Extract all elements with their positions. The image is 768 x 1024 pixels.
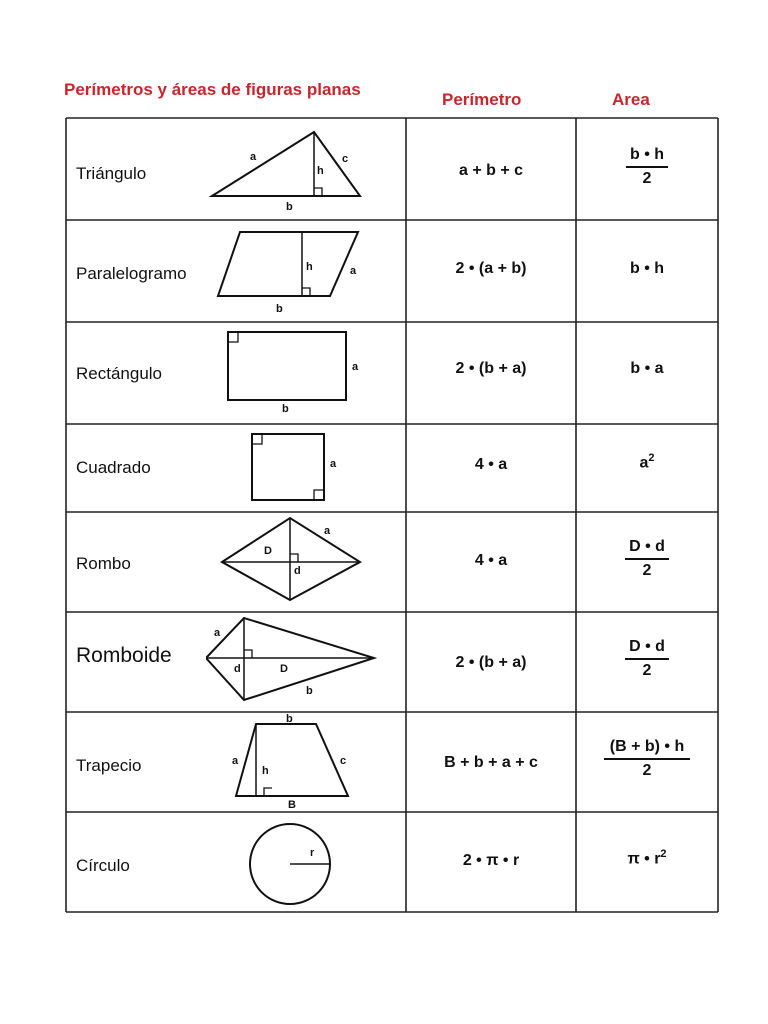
height-label: h: [262, 765, 269, 777]
table-row: [66, 118, 718, 220]
shape-name: Paralelogramo: [76, 264, 187, 283]
major-diagonal-label: D: [280, 663, 288, 675]
perimeter-formula: a + b + c: [458, 162, 524, 179]
area-formula: $\frac{D • d}{2}$: [576, 638, 718, 680]
shape-name: Cuadrado: [76, 458, 151, 477]
base-label: b: [276, 303, 283, 315]
area-formula: $\frac{(B + b) • h}{2}$: [576, 738, 718, 780]
kite-figure: [206, 612, 406, 712]
major-diagonal-label: D: [264, 545, 272, 557]
minor-diagonal-label: d: [294, 565, 301, 577]
shape-name: Rombo: [76, 554, 131, 573]
base-label: b: [282, 403, 289, 415]
area-formula: b • h: [629, 260, 665, 277]
rhombus-figure: [206, 512, 406, 612]
table-row: [66, 512, 718, 612]
perimeter-formula: 4 • a: [474, 456, 508, 473]
side-a-label: a: [352, 361, 359, 373]
table-row: [66, 322, 718, 424]
square-figure: [206, 424, 406, 512]
parallelogram-figure: [206, 220, 406, 322]
side-c-label: c: [342, 153, 349, 165]
shape-name: Romboide: [76, 644, 172, 667]
rectangle-figure: [206, 322, 406, 424]
perimeter-column-header: Perímetro: [442, 90, 522, 109]
side-c-label: c: [340, 755, 347, 767]
area-column-header: Area: [612, 90, 650, 109]
perimeter-formula: 2 • (a + b): [455, 260, 527, 277]
circle-figure: [206, 812, 406, 912]
height-label: h: [306, 261, 313, 273]
perimeter-formula: 2 • π • r: [462, 852, 520, 869]
page-title: Perímetros y áreas de figuras planas: [64, 80, 361, 99]
area-formula: π • $r^2$: [627, 848, 667, 868]
shape-name: Círculo: [76, 856, 130, 875]
triangle-figure: [206, 118, 406, 220]
area-formula: $\frac{b • h}{2}$: [576, 146, 718, 188]
side-a-label: a: [250, 151, 257, 163]
shape-name: Trapecio: [76, 756, 142, 775]
base-label: b: [286, 201, 293, 213]
area-formula: b • a: [630, 360, 664, 377]
perimeter-formula: B + b + a + c: [444, 754, 538, 771]
height-label: h: [317, 165, 324, 177]
minor-diagonal-label: d: [234, 663, 241, 675]
side-b-label: b: [306, 685, 313, 697]
side-a-label: a: [350, 265, 357, 277]
radius-label: r: [310, 847, 315, 859]
side-a-label: a: [330, 458, 337, 470]
shape-name: Rectángulo: [76, 364, 163, 383]
perimeter-formula: 2 • (b + a): [455, 360, 527, 377]
bottom-base-label: B: [288, 799, 296, 811]
table-row: [66, 424, 718, 512]
table-row: [66, 612, 718, 712]
area-formula: $a^2$: [639, 452, 655, 472]
perimeter-formula: 4 • a: [474, 552, 508, 569]
perimeter-formula: 2 • (b + a): [455, 654, 527, 671]
shape-name: Triángulo: [76, 164, 147, 183]
side-a-label: a: [214, 627, 221, 639]
trapezoid-figure: [206, 712, 406, 812]
table-row: [66, 812, 718, 912]
side-a-label: a: [232, 755, 239, 767]
side-a-label: a: [324, 525, 331, 537]
top-base-label: b: [286, 713, 293, 725]
table-row: [66, 220, 718, 322]
table-row: [66, 712, 718, 812]
area-formula: $\frac{D • d}{2}$: [576, 538, 718, 580]
